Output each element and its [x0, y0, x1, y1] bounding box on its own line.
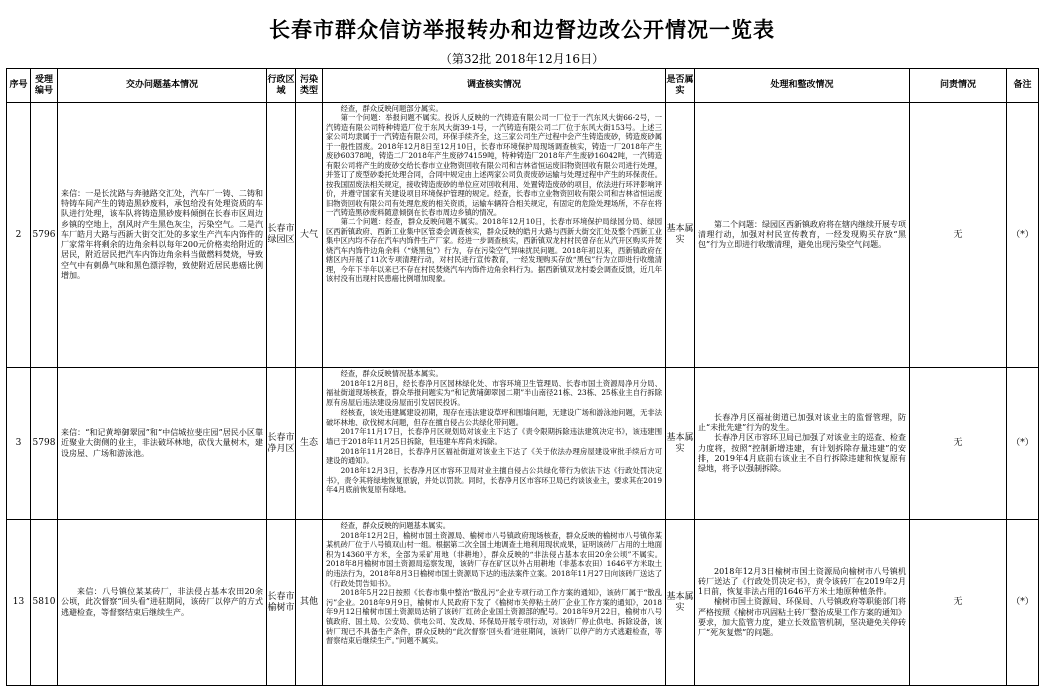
- cell-id: 5810: [31, 520, 58, 686]
- cell-region: 长春市净月区: [267, 368, 296, 520]
- investigation-paragraph: 2017年11月17日，长春净月区规划局对该业主下达了《责令限期拆除违法建筑决定书》，该违建围墙已于2018年11月25日拆除，但违建车库尚未拆除。: [326, 427, 662, 446]
- cell-note: （*）: [1007, 103, 1039, 368]
- cell-pollution: 生态: [296, 368, 323, 520]
- investigation-paragraph: 2018年12月8日，经长春净月区园林绿化处、市容环境卫生管理局、长春市国土资源局净月分局、福祉街道现场核查，群众举报问题实为“和记黄埔御翠园二期”半山南径21栋、23栋、25栋业主自行拆除原有房屋后违法建设房屋而引发居民投诉。: [326, 378, 662, 408]
- cell-investigation: [323, 368, 666, 520]
- investigation-paragraph: 第一个问题：举报问题不属实。投诉人反映的一汽铸造有限公司一厂位于一汽东风大街66-2号，一汽铸造有限公司特种铸造厂位于东风大街39-1号，一汽铸造有限公司二厂位于东风大街153号。上述三家公司均隶属于一汽铸造有限公司，环保手续齐全，这三家公司生产过程中会产生铸造废砂，铸造废砂属于一般性固废。2018年12月8日至12月10日，长春市环境保护局现场调查核实，铸造一厂2018年产生废砂60378吨，铸造二厂2018年产生废砂74159吨，特种铸造厂2018年产生废砂16042吨，一汽铸造有限公司将产生的废砂交给长春市立业物资回收有限公司和吉林省恒运废旧物资回收有限公司进行处理，并签订了废型砂委托处理合同，合同中规定由上述两家公司负责废砂运输与处理过程中产生的环保责任。按我国固废法相关规定，接收铸造废砂的单位应对回收利用、处置铸造废砂的项目，依法进行环评影响评价，并遵守国家有关建设项目环境保护管理的规定。经查，长春市立业物资回收有限公司和吉林省恒运废旧物资回收有限公司有处理危废的相关资质，运输车辆符合相关规定，有固定的危险处理场所，不存在将一汽铸造黑砂废料随意倾倒在长春市周边乡镇的情况。: [326, 113, 662, 217]
- handling-paragraph: 第二个问题：绿园区西新镇政府将在辖内继续开展专项清理行动，加强对村民宣传教育，一经发现购买存放“黑包”行为立即进行收缴清理，避免出现污染空气问题。: [698, 219, 906, 250]
- cell-issue: 来信：八号镇位某某砖厂，非法侵占基本农田20余公顷，此次督察“回头看”进驻期间，该砖厂以停产的方式逃避检查，等督察结束后继续生产。: [58, 520, 267, 686]
- cell-is-true: 基本属实: [666, 520, 695, 686]
- investigation-paragraph: 经查，群众反映问题部分属实。: [340, 104, 443, 113]
- cell-handling: [695, 368, 910, 520]
- table-row: [7, 103, 1039, 368]
- investigation-paragraph: 2018年5月22日按照《长春市集中整治“散乱污”企业专项行动工作方案的通知》，该砖厂属于“散乱污”企业。2018年9月9日，榆树市人民政府下发了《榆树市关停粘土砖厂企业工作方案的通知》，2018年9月12日榆树市国土资源局达销了该砖厂红砖企业国土资源部的配号。2018年9月22日，榆树市八号镇政府、国土局、公安局、供电公司、发改局、环保局开展专项行动，对该砖厂停止供电、拆除设备，该砖厂现已不具备生产条件，群众反映的“此次督察‘回头看’进驻期间，该砖厂以停产的方式逃避检查，等督察结束后继续生产。”问题不属实。: [326, 588, 662, 646]
- col-header-note: 备注: [1007, 69, 1039, 103]
- investigation-paragraph: 2018年11月28日，长春净月区福祉街道对该业主下达了《关于依法办理房屋建设审批手续后方可建设的通知》。: [326, 446, 662, 466]
- cell-issue: 来信：“和记黄埠御翠园”和“中信城拉斐庄园”居民小区靠近聚业大街侧的业主，非法破坏林地，砍伐大量树木，建设房屋、广场和游泳池。: [58, 368, 267, 520]
- investigation-paragraph: 2018年12月2日，榆树市国土资源局、榆树市八号镇政府现场核查，群众反映的榆树市八号镇你某某机砖厂位于八号镇双山村一组。根据第二次全国土地调查土地利用现状成果，证明该砖厂占用的土地面积为14360平方米，全部为采矿用地（非耕地），群众反映的“非法侵占基本农田20余公顷”不属实。2018年8月榆树市国土资源局巡察发现，该砖厂存在矿区以外占用耕地（非基本农田）1646平方米取土的违法行为，2018年8月3日榆树市国土资源局下达的违法案件立案。2018年11月27日向该砖厂送达了《行政处罚告知书》。: [326, 530, 662, 588]
- col-header-seq: 序号: [7, 69, 31, 103]
- cell-investigation: [323, 103, 666, 368]
- col-header-accountability: 问责情况: [910, 69, 1007, 103]
- cell-accountability: 无: [910, 368, 1007, 520]
- col-header-handling: 处理和整改情况: [695, 69, 910, 103]
- cell-issue: 来信：一是长沈路与奔驰路交汇处，汽车厂一铸、二铸和特铸车间产生的铸造黑砂废料，承包给没有处理资质的车队进行处理，该车队将铸造黑砂废料倾倒在长春市区周边乡镇的空地上，刮风时产生黑色灰尘，污染空气。二是汽车厂皓月大路与西新大街交汇处的多家生产汽车内饰件的厂家常年将剩余的边角余料以每年200元价格卖给附近的居民，附近居民把汽车内饰边角余料当做燃料焚烧，导致空气中有刺鼻气味和黑色漂浮物，致使附近居民患癌比例增加。: [58, 103, 267, 368]
- cell-seq: 2: [7, 103, 31, 368]
- table-row: [7, 368, 1039, 520]
- cell-note: （*）: [1007, 368, 1039, 520]
- cell-seq: 3: [7, 368, 31, 520]
- investigation-paragraph: 2018年12月3日，长春净月区市容环卫局对业主擅自侵占公共绿化带行为依法下达《行政处罚决定书》，责令其将绿地恢复原貌，并处以罚款。同时，长春净月区市容环卫局已约谈该业主，要求其在2019年4月底前恢复原有绿地。: [326, 466, 662, 495]
- cell-handling: [695, 520, 910, 686]
- cell-pollution: 其他: [296, 520, 323, 686]
- investigation-paragraph: 第二个问题：经查，群众反映问题不属实。2018年12月10日，长春市环境保护局绿园分局、绿园区西新镇政府、西新工业集中区管委会调查核实，群众反映的皓月大路与西新大街交汇处及整个西新工业集中区内均不存在汽车内饰件生产厂家。经进一步调查核实，西新镇双龙村村民曾存在从汽开区购买并焚烧汽车内饰件边角余料（“烧黑包”）行为，存在污染空气异味扰民问题。2018年初以来，西新镇政府在辖区内开展了11次专项清理行动，对村民进行宣传教育，一经发现购买存放“黑包”行为立即进行收缴清理，今年下半年以来已不存在村民焚烧汽车内饰件边角余料行为。据西新镇双龙村委会调查反馈，近几年该村没有出现村民患癌比例增加现象。: [326, 217, 662, 284]
- handling-paragraph: 长春净月区市容环卫局已加强了对该业主的巡查、检查力度将，按照“控制新增违建，有计划拆除存量违建”的安排，2019年4月底前右该业主不自行拆除违建和恢复原有绿地，将予以强制拆除。: [698, 433, 906, 473]
- col-header-pollution: 污染类型: [296, 69, 323, 103]
- cell-handling: [695, 103, 910, 368]
- investigation-paragraph: 经核查，该处违建属建设初期，现存在违法建设草坪和围墙问题，无建设广场和游泳池问题，无非法破坏林地、砍伐树木问题，但存在擅自侵占公共绿化带问题。: [326, 407, 662, 427]
- col-header-investigation: 调查核实情况: [323, 69, 666, 103]
- handling-paragraph: 长春净月区福祉街道已加强对该业主的监督管理，防止“未批先建”行为的发生。: [698, 412, 906, 433]
- cell-accountability: 无: [910, 520, 1007, 686]
- document-subtitle: （第32批 2018年12月16日）: [439, 52, 605, 66]
- cell-note: （*）: [1007, 520, 1039, 686]
- cell-investigation: [323, 520, 666, 686]
- table-header-row: [7, 69, 1039, 103]
- cell-accountability: 无: [910, 103, 1007, 368]
- document-title: 长春市群众信访举报转办和边督边改公开情况一览表: [269, 18, 775, 42]
- cell-id: 5798: [31, 368, 58, 520]
- cell-region: 长春市榆树市: [267, 520, 296, 686]
- disclosure-table: [6, 68, 1039, 686]
- col-header-id: 受理编号: [31, 69, 58, 103]
- handling-paragraph: 榆树市国土资源局、环保局、八号镇政府等职能部门将严格按照《榆树市巩固粘土砖厂整治成果工作方案的通知》要求，加大监管力度，建立长效监管机制，坚决避免关停砖厂“死灰复燃”的问题。: [698, 597, 906, 637]
- investigation-paragraph: 经查，群众反映的问题基本属实。: [340, 521, 451, 530]
- cell-is-true: 基本属实: [666, 368, 695, 520]
- cell-pollution: 大气: [296, 103, 323, 368]
- table-row: [7, 520, 1039, 686]
- cell-id: 5796: [31, 103, 58, 368]
- col-header-region: 行政区域: [267, 69, 296, 103]
- investigation-paragraph: 经查，群众反映情况基本属实。: [340, 369, 443, 378]
- cell-is-true: 基本属实: [666, 103, 695, 368]
- cell-seq: 13: [7, 520, 31, 686]
- handling-paragraph: 2018年12月3日榆树市国土资源局向榆树市八号镇机砖厂送达了《行政处罚决定书》，责令该砖厂在2019年2月1日前，恢复非法占用的1646平方米土地原种植条件。: [698, 566, 906, 597]
- col-header-issue: 交办问题基本情况: [58, 69, 267, 103]
- cell-region: 长春市绿园区: [267, 103, 296, 368]
- col-header-is-true: 是否属实: [666, 69, 695, 103]
